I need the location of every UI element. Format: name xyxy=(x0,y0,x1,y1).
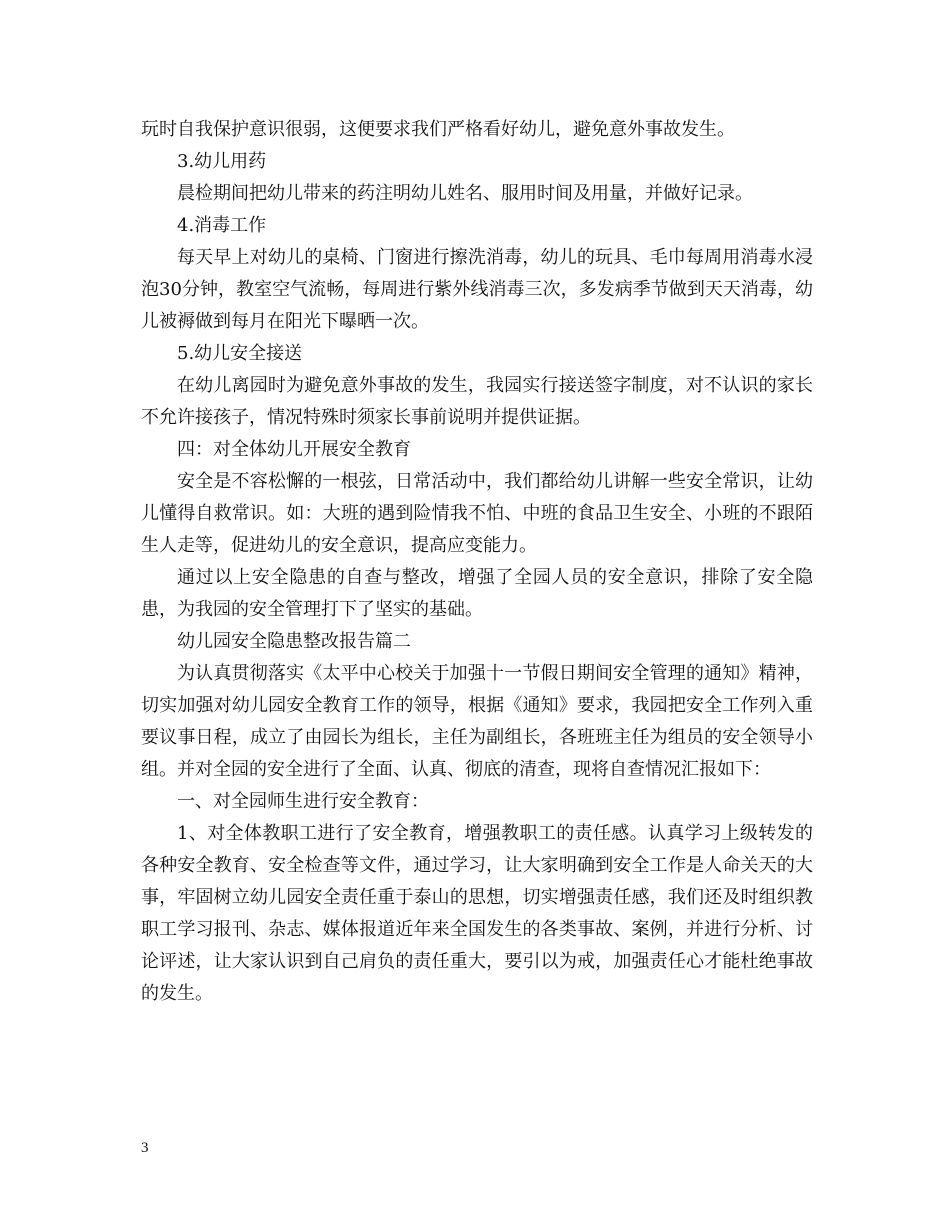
paragraph-medication: 晨检期间把幼儿带来的药注明幼儿姓名、服用时间及用量，并做好记录。 xyxy=(177,183,753,204)
heading-disinfection: 4.消毒工作 xyxy=(177,215,267,236)
heading-teacher-student-education: 一、对全园师生进行安全教育： xyxy=(177,791,429,812)
document-body xyxy=(141,114,813,1010)
paragraph-continuation: 玩时自我保护意识很弱，这便要求我们严格看好幼儿，避免意外事故发生。 xyxy=(141,119,735,140)
paragraph-summary: 通过以上安全隐患的自查与整改，增强了全园人员的安全意识，排除了安全隐患，为我园的安全管理打下了坚实的基础。 xyxy=(141,567,813,620)
section-title-part-two: 幼儿园安全隐患整改报告篇二 xyxy=(177,631,411,652)
page-number: 3 xyxy=(141,1140,149,1156)
heading-medication: 3.幼儿用药 xyxy=(177,151,267,172)
paragraph-intro-part-two: 为认真贯彻落实《太平中心校关于加强十一节假日期间安全管理的通知》精神，切实加强对幼儿园安全教育工作的领导，根据《通知》要求，我园把安全工作列入重要议事日程，成立了由园长为组长，主任为副组长，各班班主任为组员的安全领导小组。并对全园的安全进行了全面、认真、彻底的清查，现将自查情况汇报如下： xyxy=(141,663,813,780)
paragraph-safety-education: 安全是不容松懈的一根弦，日常活动中，我们都给幼儿讲解一些安全常识，让幼儿懂得自救常识。如：大班的遇到险情我不怕、中班的食品卫生安全、小班的不跟陌生人走等，促进幼儿的安全意识，提高应变能力。 xyxy=(141,471,813,556)
heading-pickup: 5.幼儿安全接送 xyxy=(177,343,303,364)
paragraph-disinfection: 每天早上对幼儿的桌椅、门窗进行擦洗消毒，幼儿的玩具、毛巾每周用消毒水浸泡30分钟，教室空气流畅，每周进行紫外线消毒三次，多发病季节做到天天消毒，幼儿被褥做到每月在阳光下曝晒一次。 xyxy=(141,247,813,332)
paragraph-staff-education: 1、对全体教职工进行了安全教育，增强教职工的责任感。认真学习上级转发的各种安全教育、安全检查等文件，通过学习，让大家明确到安全工作是人命关天的大事，牢固树立幼儿园安全责任重于泰山的思想，切实增强责任感，我们还及时组织教职工学习报刊、杂志、媒体报道近年来全国发生的各类事故、案例，并进行分析、讨论评述，让大家认识到自己肩负的责任重大，要引以为戒，加强责任心才能杜绝事故的发生。 xyxy=(141,823,813,1004)
heading-safety-education: 四：对全体幼儿开展安全教育 xyxy=(177,439,411,460)
paragraph-pickup: 在幼儿离园时为避免意外事故的发生，我园实行接送签字制度，对不认识的家长不允许接孩子，情况特殊时须家长事前说明并提供证据。 xyxy=(141,375,813,428)
